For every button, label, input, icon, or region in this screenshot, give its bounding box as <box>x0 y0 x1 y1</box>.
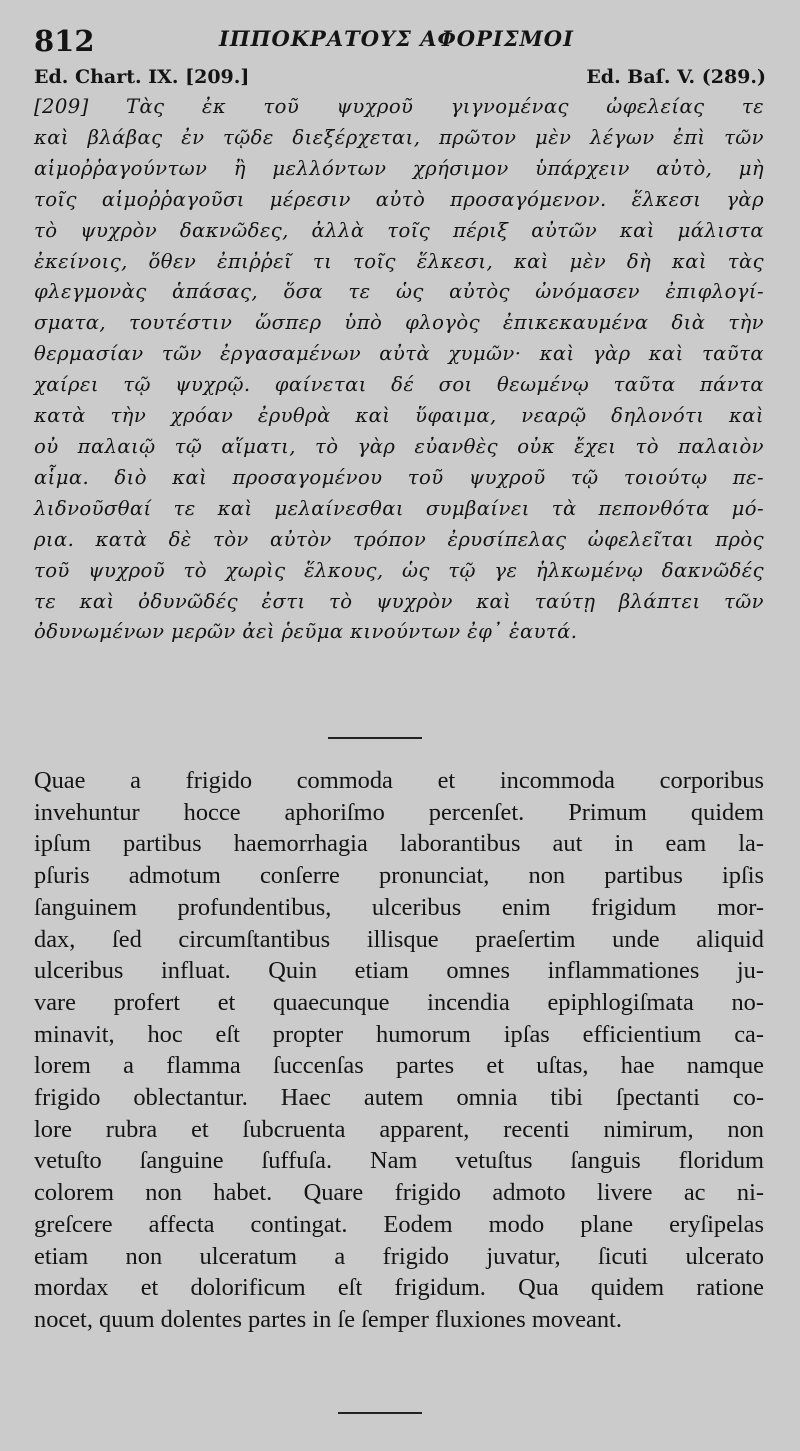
latin-text-line: pſuris admotum conſerre pronunciat, non partibus ipſis <box>34 862 764 890</box>
greek-text-line: κατὰ τὴν χρόαν ἐρυθρὰ καὶ ὕφαιμα, νεαρῷ δηλονότι καὶ <box>34 404 764 428</box>
latin-text-line: invehuntur hocce aphoriſmo percenſet. Primum quidem <box>34 798 764 826</box>
greek-text-line: αἷμα. διὸ καὶ προσαγομένου τοῦ ψυχροῦ τῷ τοιούτῳ πε- <box>34 465 764 489</box>
greek-text-line: λιδνοῦσθαί τε καὶ μελαίνεσθαι συμβαίνει τὰ πεπονθότα μό- <box>34 496 764 520</box>
page-number: 812 <box>34 24 95 58</box>
latin-text-line: etiam non ulceratum a frigido juvatur, ſicuti ulcerato <box>34 1242 764 1270</box>
latin-text-line: greſcere affecta contingat. Eodem modo plane eryſipelas <box>34 1210 764 1238</box>
greek-text-line: οὐ παλαιῷ τῷ αἵματι, τὸ γὰρ εὐανθὲς οὐκ ἔχει τὸ παλαιὸν <box>34 434 764 458</box>
greek-text-line: αἱμοῤῥαγούντων ἢ μελλόντων χρήσιμον ὑπάρχειν αὐτὸ, μὴ <box>34 156 764 180</box>
running-head: ΙΠΠΟΚΡΑΤΟΥΣ ΑΦΟΡΙΣΜΟΙ <box>219 26 574 51</box>
latin-text-line: dax, ſed circumſtantibus illisque praeſertim unde aliquid <box>34 925 764 953</box>
latin-text-line: minavit, hoc eſt propter humorum ipſas efficientium ca- <box>34 1020 764 1048</box>
latin-text-line: ulceribus influat. Quin etiam omnes inflammationes ju- <box>34 957 764 985</box>
greek-text-line: χαίρει τῷ ψυχρῷ. φαίνεται δέ σοι θεωμένῳ ταῦτα πάντα <box>34 373 764 397</box>
latin-text-line: Quae a frigido commoda et incommoda corporibus <box>34 767 764 794</box>
latin-text-line: colorem non habet. Quare frigido admoto livere ac ni- <box>34 1179 764 1207</box>
greek-text-line: ρια. κατὰ δὲ τὸν αὐτὸν τρόπον ἐρυσίπελας ὠφελεῖται πρὸς <box>34 527 764 551</box>
greek-text-line: τοῖς αἱμοῤῥαγοῦσι μέρεσιν αὐτὸ προσαγόμενον. ἕλκεσι γὰρ <box>34 187 764 211</box>
latin-text-line: frigido oblectantur. Haec autem omnia tibi ſpectanti co- <box>34 1084 764 1112</box>
latin-text-line: lore rubra et ſubcruenta apparent, recenti nimirum, non <box>34 1115 764 1143</box>
greek-text-line: τε καὶ ὀδυνῶδές ἐστι τὸ ψυχρὸν καὶ ταύτῃ βλάπτει τῶν <box>34 589 764 613</box>
greek-text-line: καὶ βλάβας ἐν τῷδε διεξέρχεται, πρῶτον μὲν λέγων ἐπὶ τῶν <box>34 125 764 149</box>
edition-reference-left: Ed. Chart. IX. [209.] <box>34 66 250 88</box>
greek-text-line: τὸ ψυχρὸν δακνῶδες, ἀλλὰ τοῖς πέριξ αὐτῶν καὶ μάλιστα <box>34 218 764 242</box>
greek-text-line: τοῦ ψυχροῦ τὸ χωρὶς ἕλκους, ὡς τῷ γε ἡλκωμένῳ δακνῶδές <box>34 558 764 582</box>
latin-text-line: mordax et dolorificum eſt frigidum. Qua quidem ratione <box>34 1274 764 1302</box>
greek-text-line: [209] Τὰς ἐκ τοῦ ψυχροῦ γιγνομένας ὠφελείας τε <box>34 95 764 118</box>
latin-translation-text <box>34 765 764 1336</box>
greek-text-line: σματα, τουτέστιν ὥσπερ ὑπὸ φλογὸς ἐπικεκαυμένα διὰ τὴν <box>34 311 764 335</box>
latin-text-line: ipſum partibus haemorrhagia laborantibus aut in eam la- <box>34 830 764 858</box>
latin-text-line: nocet, quum dolentes partes in ſe ſemper fluxiones moveant. <box>34 1305 622 1333</box>
edition-reference-right: Ed. Baſ. V. (289.) <box>586 66 766 88</box>
greek-text-line: φλεγμονὰς ἁπάσας, ὅσα τε ὡς αὐτὸς ὠνόμασεν ἐπιφλογί- <box>34 280 764 304</box>
latin-text-line: vetuſto ſanguine ſuffuſa. Nam vetuſtus ſanguis floridum <box>34 1147 764 1175</box>
greek-text-line: ὀδυνωμένων μερῶν ἀεὶ ῥεῦμα κινούντων ἐφ᾿ ἑαυτά. <box>34 620 578 644</box>
greek-text-line: θερμασίαν τῶν ἐργασαμένων αὐτὰ χυμῶν· καὶ γὰρ καὶ ταῦτα <box>34 342 764 366</box>
greek-commentary-text <box>34 92 764 648</box>
greek-text-line: ἐκείνοις, ὅθεν ἐπιῤῥεῖ τι τοῖς ἕλκεσι, καὶ μὲν δὴ καὶ τὰς <box>34 249 764 273</box>
page-header <box>34 22 766 62</box>
latin-text-line: ſanguinem profundentibus, ulceribus enim frigidum mor- <box>34 893 764 921</box>
edition-reference-line <box>34 66 766 92</box>
latin-text-line: vare profert et quaecunque incendia epiphlogiſmata no- <box>34 988 764 1016</box>
latin-text-line: lorem a flamma ſuccenſas partes et uſtas, hae namque <box>34 1052 764 1080</box>
closing-divider <box>338 1412 422 1414</box>
section-divider <box>328 737 422 739</box>
